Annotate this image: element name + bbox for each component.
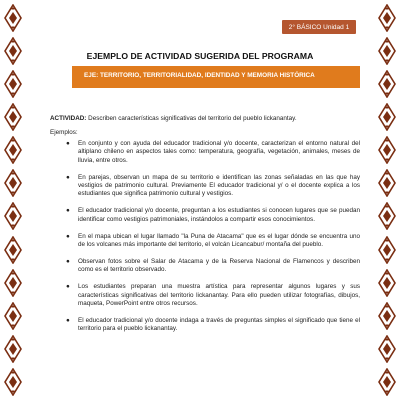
document-title: EJEMPLO DE ACTIVIDAD SUGERIDA DEL PROGRAMA [86, 51, 314, 61]
border-motif-icon [4, 136, 22, 164]
border-motif-icon [378, 169, 396, 197]
example-text: El educador tradicional y/o docente, preguntan a los estudiantes si conocen lugares que se puedan identificar como vestigios patrimoniales, instándolos a compartir esos conocimientos. [78, 207, 360, 223]
example-item [50, 258, 360, 275]
border-motif-icon [378, 37, 396, 65]
border-motif-icon [378, 136, 396, 164]
border-motif-icon [378, 202, 396, 230]
border-motif-icon [378, 269, 396, 297]
axis-banner-text: EJE: TERRITORIO, TERRITORIALIDAD, IDENTIDAD Y MEMORIA HISTÓRICA [84, 72, 315, 79]
grade-unit-badge: 2° BÁSICO Unidad 1 [282, 20, 356, 34]
example-item [50, 233, 360, 250]
bullet-icon: ● [66, 232, 70, 240]
border-motif-icon [378, 4, 396, 32]
border-motif-icon [378, 335, 396, 363]
border-motif-icon [4, 37, 22, 65]
bullet-icon: ● [66, 316, 70, 324]
border-motif-icon [4, 302, 22, 330]
border-motif-icon [4, 4, 22, 32]
border-motif-icon [4, 236, 22, 264]
border-motif-icon [378, 70, 396, 98]
bullet-icon: ● [66, 207, 70, 215]
example-item [50, 174, 360, 199]
border-motif-icon [4, 368, 22, 396]
border-motif-icon [4, 70, 22, 98]
example-text: En parejas, observan un mapa de su territorio e identifican las zonas señaladas en las que hay vestigios de patrimonio cultural. Previamente El educador tradicional y/ o el docente explica a los estudiantes que significa patrimonio cultural y vestigios. [78, 173, 360, 198]
left-decorative-border [0, 0, 26, 400]
border-motif-icon [378, 236, 396, 264]
border-motif-icon [378, 368, 396, 396]
border-motif-icon [4, 335, 22, 363]
border-motif-icon [4, 103, 22, 131]
axis-banner [72, 66, 360, 88]
example-item [50, 140, 360, 165]
example-item [50, 283, 360, 308]
bullet-icon: ● [66, 139, 70, 147]
border-motif-icon [4, 169, 22, 197]
example-text: Observan fotos sobre el Salar de Atacama y de la Reserva Nacional de Flamencos y describen como es el territorio observado. [78, 257, 360, 274]
example-item [50, 317, 360, 334]
document-body [50, 115, 360, 342]
examples-list [50, 140, 360, 334]
bullet-icon: ● [66, 283, 70, 291]
bullet-icon: ● [66, 173, 70, 181]
example-text: El educador tradicional y/o docente indaga a través de preguntas simples el significado que tiene el territorio para el pueblo lickanantay. [78, 316, 360, 333]
right-decorative-border [374, 0, 400, 400]
activity-label: ACTIVIDAD: [50, 115, 87, 122]
examples-label: Ejemplos: [50, 129, 78, 137]
border-motif-icon [4, 269, 22, 297]
activity-line [50, 115, 360, 123]
activity-text: Describen características significativas del territorio del pueblo lickanantay. [86, 115, 297, 122]
border-motif-icon [378, 103, 396, 131]
example-text: En conjunto y con ayuda del educador tradicional y/o docente, caracterizan el entorno natural del altiplano chileno en aspectos tales como: temperatura, geografía, vegetación, animales, meses de lluvia, entre otros. [78, 139, 360, 164]
border-motif-icon [378, 302, 396, 330]
border-motif-icon [4, 202, 22, 230]
example-item [50, 207, 360, 224]
bullet-icon: ● [66, 257, 70, 265]
example-text: Los estudiantes preparan una muestra artística para representar algunos lugares y sus características significativas del territorio lickanantay. Para ello pueden utilizar fotografías, dibujos, maqueta, PowerPoint entre otros recursos. [78, 283, 360, 307]
example-text: En el mapa ubican el lugar llamado "la Puna de Atacama" que es el lugar dónde se encuentra uno de los volcanes más importante del territorio, el volcán Licancabur/ montaña del pueblo. [78, 232, 360, 248]
